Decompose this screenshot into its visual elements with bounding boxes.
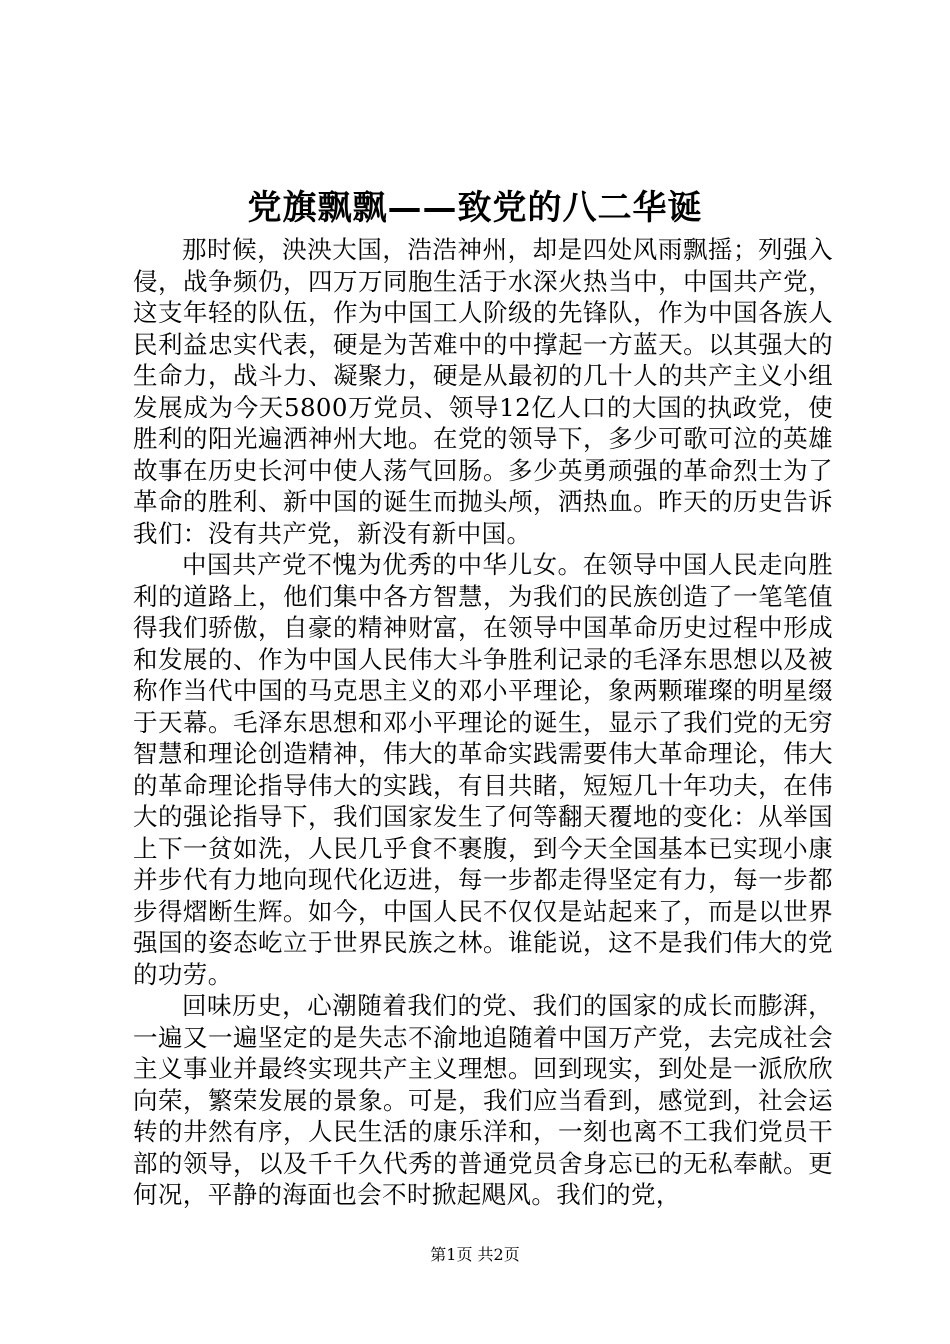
- paragraph-1: 那时候，泱泱大国，浩浩神州，却是四处风雨飘摇；列强入侵，战争频仍，四万万同胞生活于水深火热当中，中国共产党，这支年轻的队伍，作为中国工人阶级的先锋队，作为中国各族人民利益忠实代表，硬是为苦难中的中撑起一方蓝天。以其强大的生命力，战斗力、凝聚力，硬是从最初的几十人的共产主义小组发展成为今天5800万党员、领导12亿人口的大国的执政党，使胜利的阳光遍洒神州大地。在党的领导下，多少可歌可泣的英雄故事在历史长河中使人荡气回肠。多少英勇顽强的革命烈士为了革命的胜利、新中国的诞生而抛头颅，洒热血。昨天的历史告诉我们：没有共产党，新没有新中国。: [133, 235, 833, 548]
- page-number: 第1页 共2页: [430, 1245, 520, 1264]
- paragraph-3: 回味历史，心潮随着我们的党、我们的国家的成长而膨湃，一遍又一遍坚定的是失志不渝地追随着中国万产党，去完成社会主义事业并最终实现共产主义理想。回到现实，到处是一派欣欣向荣，繁荣发展的景象。可是，我们应当看到，感觉到，社会运转的井然有序，人民生活的康乐洋和，一刻也离不工我们党员干部的领导，以及千千久代秀的普通党员舍身忘已的无私奉献。更何况，平静的海面也会不时掀起飓风。我们的党，: [133, 991, 833, 1209]
- page-footer: [0, 1243, 950, 1267]
- paragraph-2: 中国共产党不愧为优秀的中华儿女。在领导中国人民走向胜利的道路上，他们集中各方智慧，为我们的民族创造了一笔笔值得我们骄傲，自豪的精神财富，在领导中国革命历史过程中形成和发展的、作为中国人民伟大斗争胜利记录的毛泽东思想以及被称作当代中国的马克思主义的邓小平理论，象两颗璀璨的明星缀于天幕。毛泽东思想和邓小平理论的诞生，显示了我们党的无穷智慧和理论创造精神，伟大的革命实践需要伟大革命理论，伟大的革命理论指导伟大的实践，有目共睹，短短几十年功夫，在伟大的强论指导下，我们国家发生了何等翻天覆地的变化：从举国上下一贫如洗，人民几乎食不裹腹，到今天全国基本已实现小康并步代有力地向现代化迈进，每一步都走得坚定有力，每一步都步得熠断生辉。如今，中国人民不仅仅是站起来了，而是以世界强国的姿态屹立于世界民族之林。谁能说，这不是我们伟大的党的功劳。: [133, 550, 833, 989]
- document-body: [133, 234, 833, 1211]
- document-title: 党旗飘飘——致党的八二华诞: [247, 188, 703, 228]
